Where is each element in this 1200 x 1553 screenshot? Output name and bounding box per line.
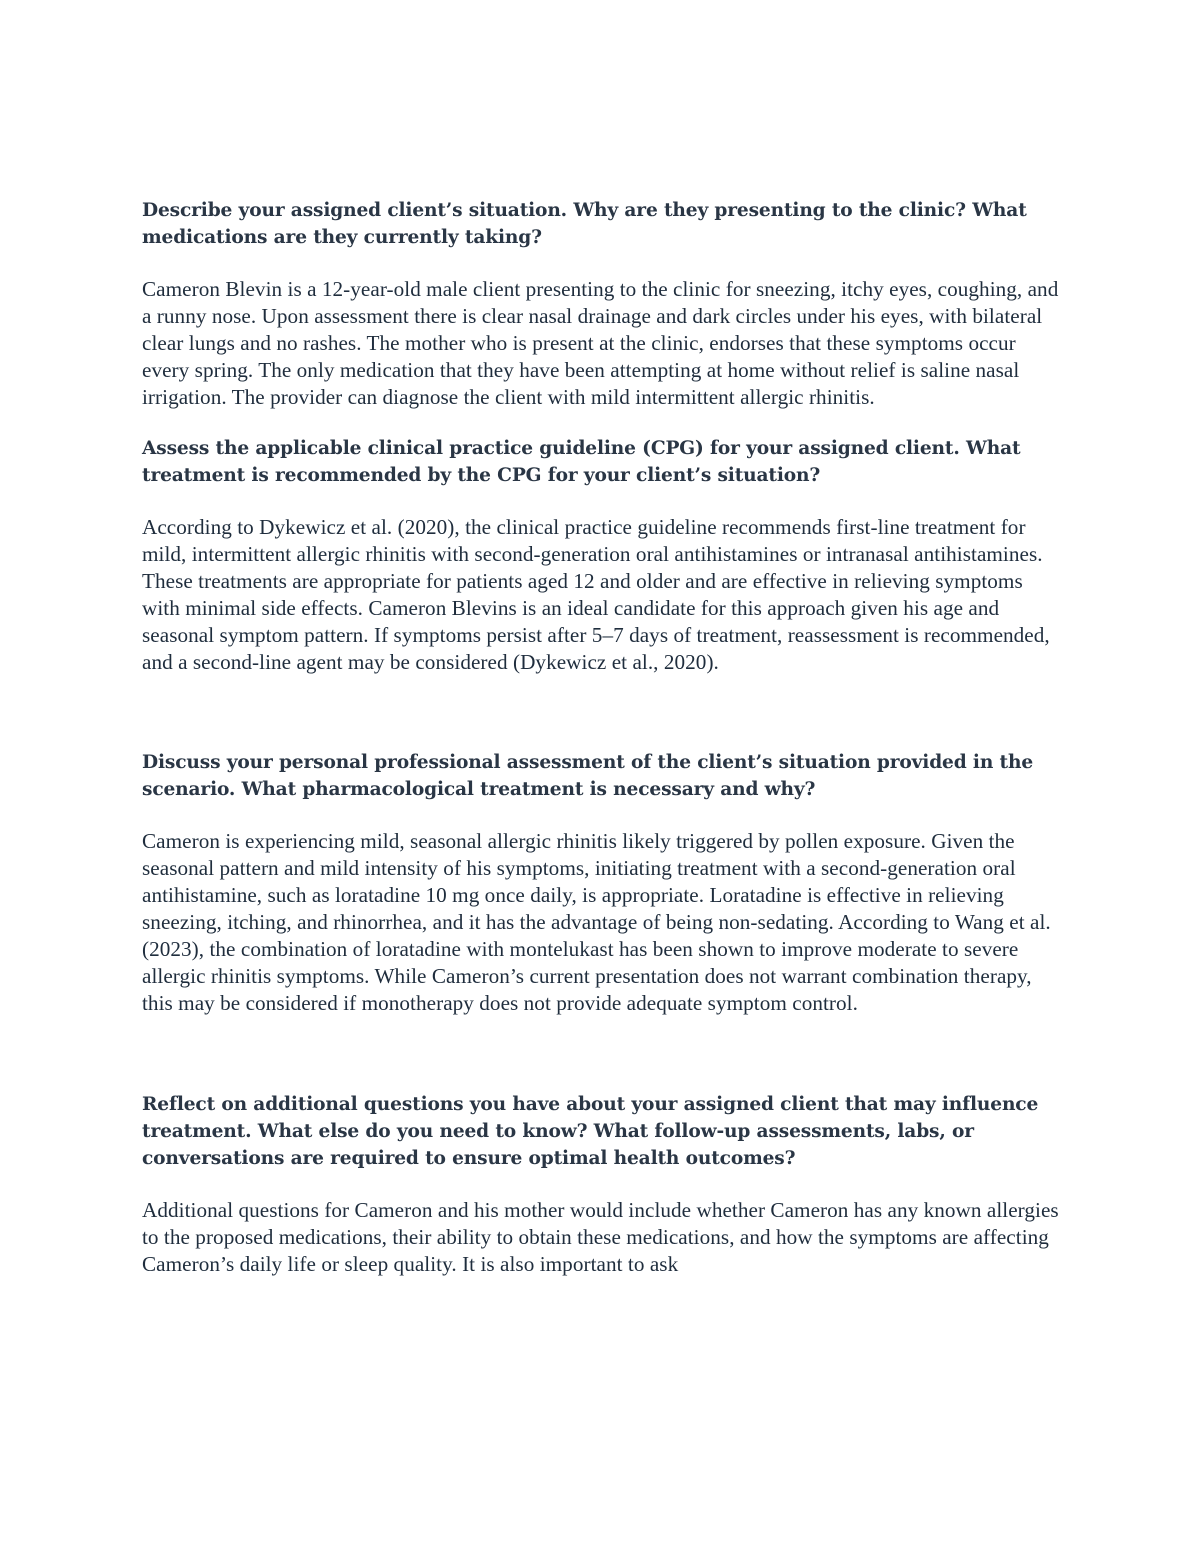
question-heading: Describe your assigned client’s situation. Why are they presenting to the clinic? What medications are they currently taking? — [142, 200, 1027, 248]
blank-spacer — [142, 1041, 1062, 1091]
section-additional-questions — [142, 1091, 1062, 1278]
answer-paragraph: According to Dykewicz et al. (2020), the clinical practice guideline recommends first-line treatment for mild, intermittent allergic rhinitis with second-generation oral antihistamines or intranasal antihistamines. These treatments are appropriate for patients aged 12 and older and are effective in relieving symptoms with minimal side effects. Cameron Blevins is an ideal candidate for this approach given his age and seasonal symptom pattern. If symptoms persist after 5–7 days of treatment, reassessment is recommended, and a second-line agent may be considered (Dykewicz et al., 2020). — [142, 515, 1050, 674]
question-heading: Assess the applicable clinical practice guideline (CPG) for your assigned client. What treatment is recommended by the CPG for your client’s situation? — [142, 438, 1021, 486]
section-professional-assessment — [142, 749, 1062, 1017]
document-body — [142, 197, 1062, 1302]
answer-paragraph: Cameron Blevin is a 12-year-old male client presenting to the clinic for sneezing, itchy eyes, coughing, and a runny nose. Upon assessment there is clear nasal drainage and dark circles under his eyes, with bilateral clear lungs and no rashes. The mother who is present at the clinic, endorses that these symptoms occur every spring. The only medication that they have been attempting at home without relief is saline nasal irrigation. The provider can diagnose the client with mild intermittent allergic rhinitis. — [142, 277, 1059, 409]
answer-paragraph: Cameron is experiencing mild, seasonal allergic rhinitis likely triggered by pollen exposure. Given the seasonal pattern and mild intensity of his symptoms, initiating treatment with a second-generation oral antihistamine, such as loratadine 10 mg once daily, is appropriate. Loratadine is effective in relieving sneezing, itching, and rhinorrhea, and it has the advantage of being non-sedating. According to Wang et al. (2023), the combination of loratadine with montelukast has been shown to improve moderate to severe allergic rhinitis symptoms. While Cameron’s current presentation does not warrant combination therapy, this may be considered if monotherapy does not provide adequate symptom control. — [142, 829, 1051, 1015]
blank-spacer — [142, 700, 1062, 749]
section-clinical-guideline — [142, 435, 1062, 676]
question-heading: Reflect on additional questions you have about your assigned client that may influence treatment. What else do you need to know? What follow-up assessments, labs, or conversations are required to ensure optimal health outcomes? — [142, 1094, 1039, 1169]
answer-paragraph: Additional questions for Cameron and his mother would include whether Cameron has any known allergies to the proposed medications, their ability to obtain these medications, and how the symptoms are affecting Cameron’s daily life or sleep quality. It is also important to ask — [142, 1198, 1059, 1276]
question-heading: Discuss your personal professional assessment of the client’s situation provided in the scenario. What pharmacological treatment is necessary and why? — [142, 752, 1033, 800]
section-client-situation — [142, 197, 1062, 411]
